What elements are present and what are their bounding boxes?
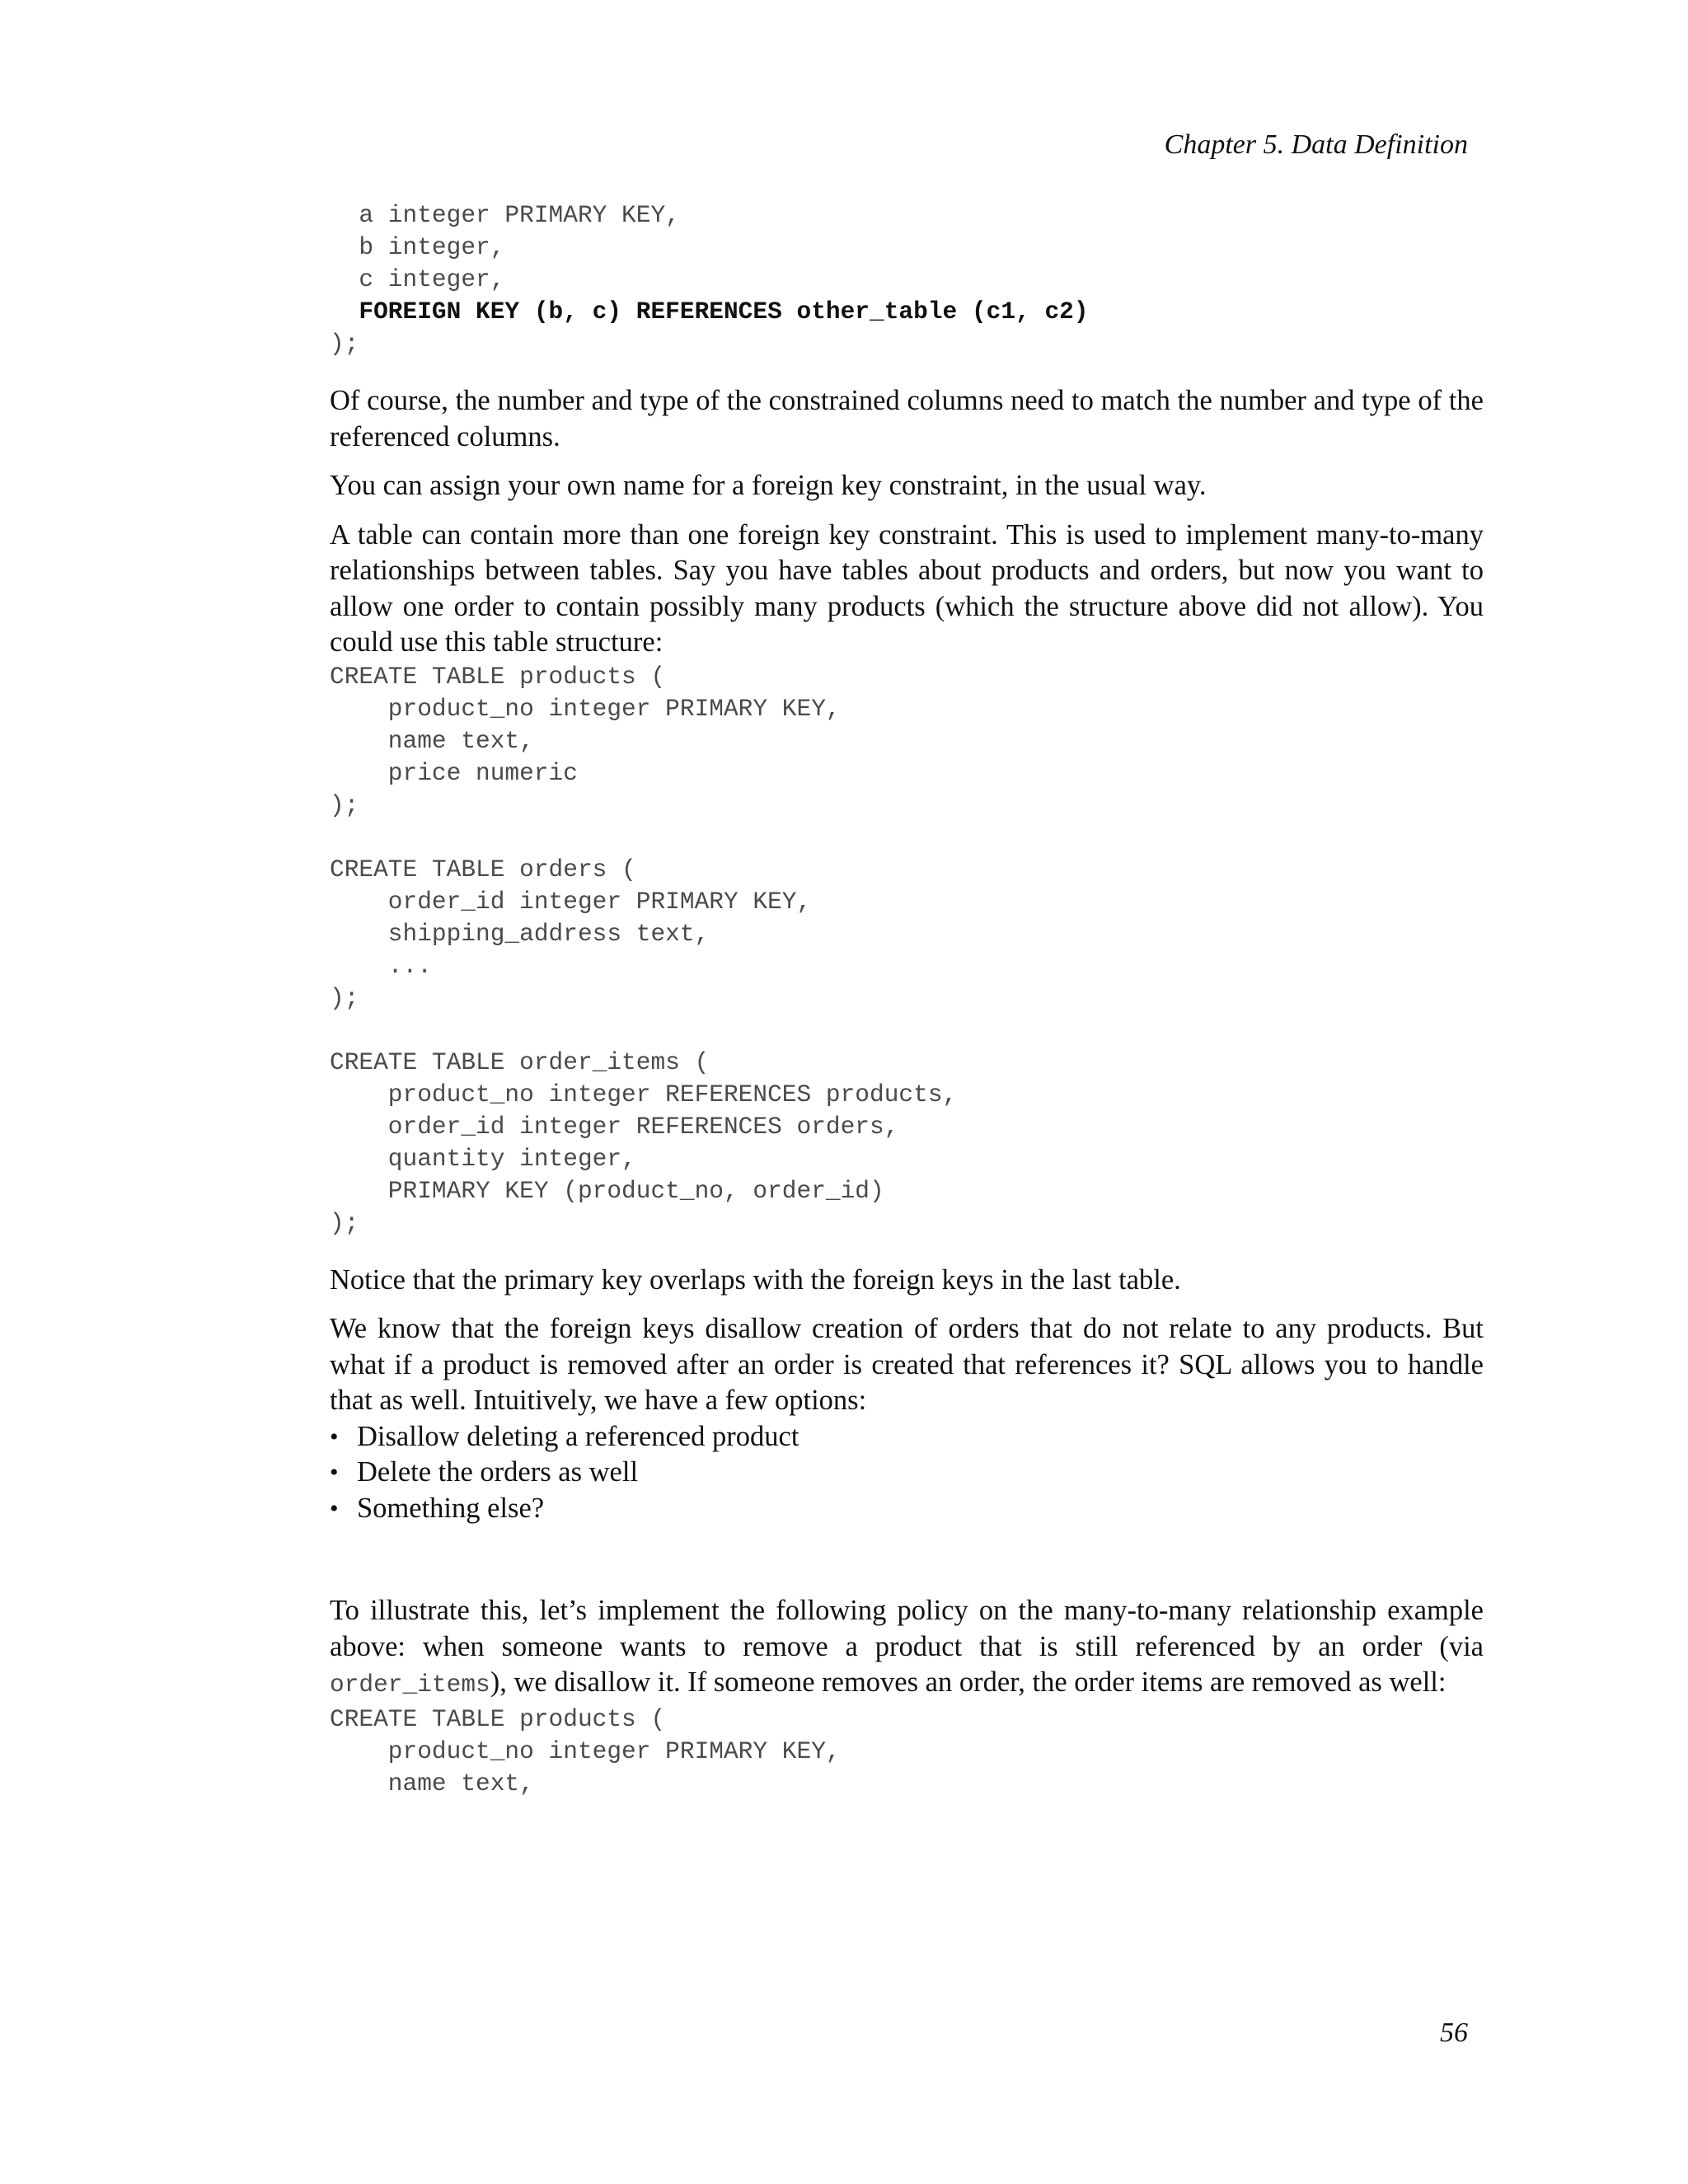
code-line: CREATE TABLE products ( <box>330 662 666 691</box>
code-line: ); <box>330 1208 359 1237</box>
inline-code: order_items <box>330 1671 490 1699</box>
paragraph-constraint-name: You can assign your own name for a foreign key constraint, in the usual way. <box>330 470 1207 501</box>
paragraph-delete-options: We know that the foreign keys disallow creation of orders that do not relate to any products. But what if a product is removed after an order is created that references it? SQL allows you to handle that as well. Intuitively, we have a few options: <box>330 1313 1484 1416</box>
code-line: CREATE TABLE order_items ( <box>330 1047 710 1076</box>
code-line: shipping_address text, <box>330 919 710 948</box>
list-item <box>330 1419 1484 1455</box>
page-number: 56 <box>1440 2018 1468 2048</box>
page-content <box>330 199 1484 1800</box>
code-line: product_no integer REFERENCES products, <box>330 1080 958 1108</box>
list-item-text: Disallow deleting a referenced product <box>357 1420 799 1452</box>
code-line: quantity integer, <box>330 1144 636 1173</box>
code-line-emphasized: FOREIGN KEY (b, c) REFERENCES other_table (c1, c2) <box>330 298 1089 326</box>
code-line: order_id integer REFERENCES orders, <box>330 1112 899 1141</box>
code-line: ); <box>330 790 359 819</box>
code-line: order_id integer PRIMARY KEY, <box>330 887 812 916</box>
code-line: name text, <box>330 726 534 755</box>
code-block-table-structure <box>330 661 1484 1240</box>
code-line: CREATE TABLE products ( <box>330 1704 666 1733</box>
list-item-text: Delete the orders as well <box>357 1456 639 1488</box>
code-line: product_no integer PRIMARY KEY, <box>330 1736 841 1765</box>
code-line: price numeric <box>330 758 578 787</box>
paragraph-column-match: Of course, the number and type of the constrained columns need to match the number and type of the referenced columns. <box>330 385 1484 452</box>
code-line: CREATE TABLE orders ( <box>330 855 636 883</box>
options-list <box>330 1419 1484 1527</box>
bullet-icon: • <box>330 1422 339 1451</box>
list-item-text: Something else? <box>357 1492 545 1524</box>
code-line: ); <box>330 983 359 1012</box>
paragraph-primary-key-overlap: Notice that the primary key overlaps with the foreign keys in the last table. <box>330 1263 1181 1296</box>
paragraph-illustrate-policy <box>330 1593 1484 1704</box>
code-blank-line <box>330 822 1484 854</box>
code-line: ... <box>330 951 432 980</box>
code-line: name text, <box>330 1769 534 1797</box>
code-blank-line <box>330 1015 1484 1047</box>
paragraph-text: ), we disallow it. If someone removes an order, the order items are removed as well: <box>490 1666 1447 1698</box>
bullet-icon: • <box>330 1459 339 1486</box>
code-line: product_no integer PRIMARY KEY, <box>330 694 841 723</box>
code-block-foreign-key <box>330 199 1484 360</box>
bullet-icon: • <box>330 1494 339 1522</box>
list-item <box>330 1455 1484 1491</box>
list-item <box>330 1491 1484 1527</box>
code-line: ); <box>330 330 359 358</box>
paragraph-text: To illustrate this, let’s implement the following policy on the many-to-many relationship example above: when someone wants to remove a product that is still referenced by an order (via <box>330 1595 1484 1662</box>
running-header: Chapter 5. Data Definition <box>1164 129 1468 160</box>
code-block-products-partial <box>330 1704 1484 1800</box>
code-line: b integer, <box>330 233 505 261</box>
code-line: PRIMARY KEY (product_no, order_id) <box>330 1176 884 1205</box>
code-line: a integer PRIMARY KEY, <box>330 201 680 229</box>
code-line: c integer, <box>330 265 505 293</box>
paragraph-many-to-many: A table can contain more than one foreign key constraint. This is used to implement many-to-many relationships between tables. Say you have tables about products and orders, but now you want to allow one order to contain possibly many products (which the structure above did not allow). You could use this table structure: <box>330 518 1484 658</box>
